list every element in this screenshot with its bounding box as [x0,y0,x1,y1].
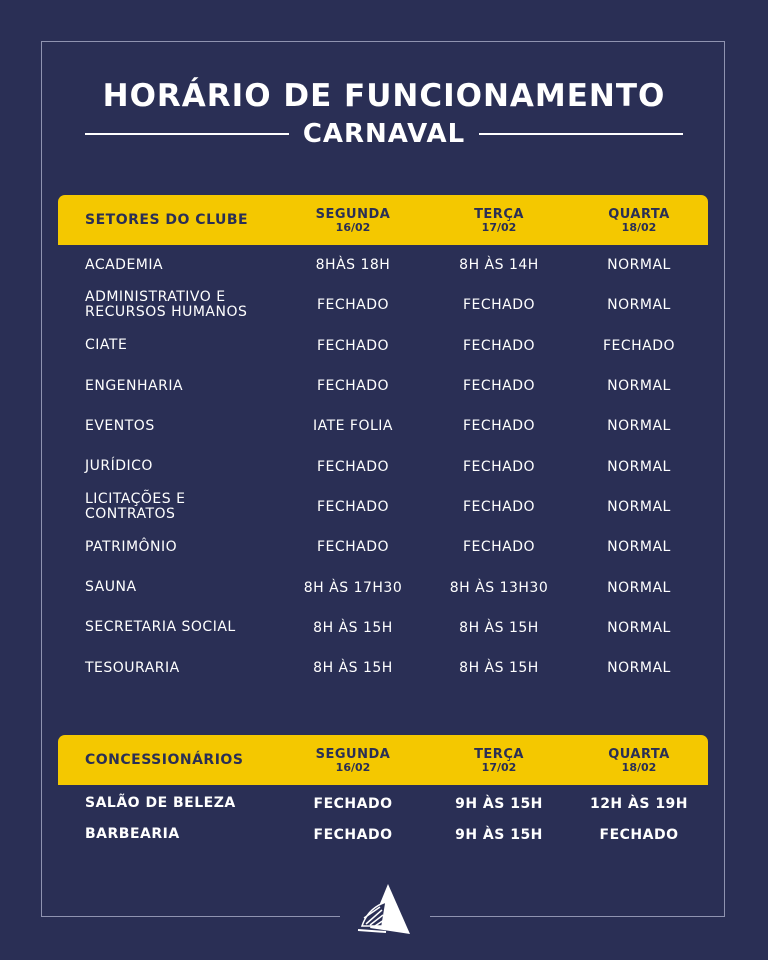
sector-name: TESOURARIA [85,659,180,676]
header-cell [428,747,570,774]
sailboat-logo-icon [340,880,430,940]
schedule-cell: FECHADO [462,378,536,395]
schedule-cell: 8H ÀS 15H [459,660,539,677]
sector-name: JURÍDICO [85,458,153,475]
sector-name: PATRIMÔNIO [85,538,178,555]
concessionaires-table [58,735,708,850]
schedule-cell: NORMAL [607,539,671,556]
table-row [58,487,708,527]
header-date: 16/02 [335,760,371,774]
schedule-cell: 12H ÀS 19H [589,795,689,812]
schedule-cell: FECHADO [316,378,390,395]
table-row [58,788,708,819]
table-row [58,567,708,607]
schedule-cell: NORMAL [607,458,671,475]
header-date: 17/02 [481,760,517,774]
club-logo [340,880,430,940]
sector-name: LICITAÇÕES E CONTRATOS [85,490,186,522]
table-row [58,326,708,366]
table-row [58,608,708,648]
sector-name: EVENTOS [85,417,155,434]
sector-name: CIATE [85,337,128,354]
sector-name: SALÃO DE BELEZA [85,795,236,811]
header-date: 18/02 [621,220,657,234]
schedule-cell: FECHADO [599,826,679,843]
table-row [58,527,708,567]
schedule-cell: FECHADO [462,418,536,435]
schedule-cell: 8H ÀS 15H [313,660,393,677]
sector-name: SECRETARIA SOCIAL [85,619,236,636]
table-row [58,366,708,406]
sectors-table-body [58,245,708,688]
header-cell [428,207,570,234]
header-cell [58,212,278,228]
divider-right [479,133,683,135]
header-date: 17/02 [481,220,517,234]
sector-name: SAUNA [85,579,137,596]
schedule-cell: 8H ÀS 17H30 [303,579,403,596]
schedule-cell: FECHADO [316,337,390,354]
schedule-cell: NORMAL [607,579,671,596]
schedule-cell: FECHADO [602,337,676,354]
schedule-cell: NORMAL [607,619,671,636]
header-day: SEGUNDA [315,746,391,762]
header-day: SETORES DO CLUBE [85,212,249,228]
table-row [58,648,708,688]
schedule-cell: 8H ÀS 15H [313,619,393,636]
schedule-cell: 8HÀS 18H [315,257,391,274]
schedule-cell: 9H ÀS 15H [455,795,543,812]
header-day: CONCESSIONÁRIOS [85,752,244,768]
sector-name: ACADEMIA [85,256,164,273]
schedule-cell: NORMAL [607,418,671,435]
schedule-cell: 9H ÀS 15H [455,826,543,843]
page-subtitle: CARNAVAL [302,119,466,149]
subtitle-row [85,116,683,152]
sector-name: ENGENHARIA [85,377,184,394]
schedule-cell: FECHADO [316,539,390,556]
schedule-cell: FECHADO [462,539,536,556]
header-day: QUARTA [608,206,670,222]
schedule-cell: FECHADO [316,297,390,314]
schedule-cell: NORMAL [607,257,671,274]
table-row [58,245,708,285]
schedule-cell: FECHADO [316,458,390,475]
schedule-cell: NORMAL [607,498,671,515]
header-cell [570,747,708,774]
concessionaires-table-header [58,735,708,785]
sectors-table-header [58,195,708,245]
schedule-cell: 8H ÀS 15H [459,619,539,636]
schedule-cell: FECHADO [462,498,536,515]
header-cell [570,207,708,234]
table-row [58,406,708,446]
schedule-cell: FECHADO [462,297,536,314]
divider-left [85,133,289,135]
schedule-cell: FECHADO [462,337,536,354]
header-day: TERÇA [474,206,524,222]
schedule-cell: 8H ÀS 13H30 [449,579,549,596]
concessionaires-table-body [58,785,708,850]
schedule-cell: 8H ÀS 14H [459,257,539,274]
page-title: HORÁRIO DE FUNCIONAMENTO [102,78,666,114]
schedule-cell: FECHADO [313,795,393,812]
header-day: QUARTA [608,746,670,762]
schedule-cell: NORMAL [607,297,671,314]
schedule-cell: NORMAL [607,378,671,395]
sector-name: BARBEARIA [85,826,180,842]
schedule-cell: FECHADO [462,458,536,475]
table-row [58,819,708,850]
schedule-cell: FECHADO [313,826,393,843]
table-row [58,446,708,486]
sectors-table [58,195,708,688]
header-day: TERÇA [474,746,524,762]
table-row [58,285,708,325]
header-cell [278,207,428,234]
schedule-cell: IATE FOLIA [312,418,394,435]
sector-name: ADMINISTRATIVO E RECURSOS HUMANOS [85,289,248,321]
header-day: SEGUNDA [315,206,391,222]
header-date: 16/02 [335,220,371,234]
header-cell [58,752,278,768]
schedule-cell: NORMAL [607,660,671,677]
schedule-cell: FECHADO [316,498,390,515]
header-date: 18/02 [621,760,657,774]
header-cell [278,747,428,774]
